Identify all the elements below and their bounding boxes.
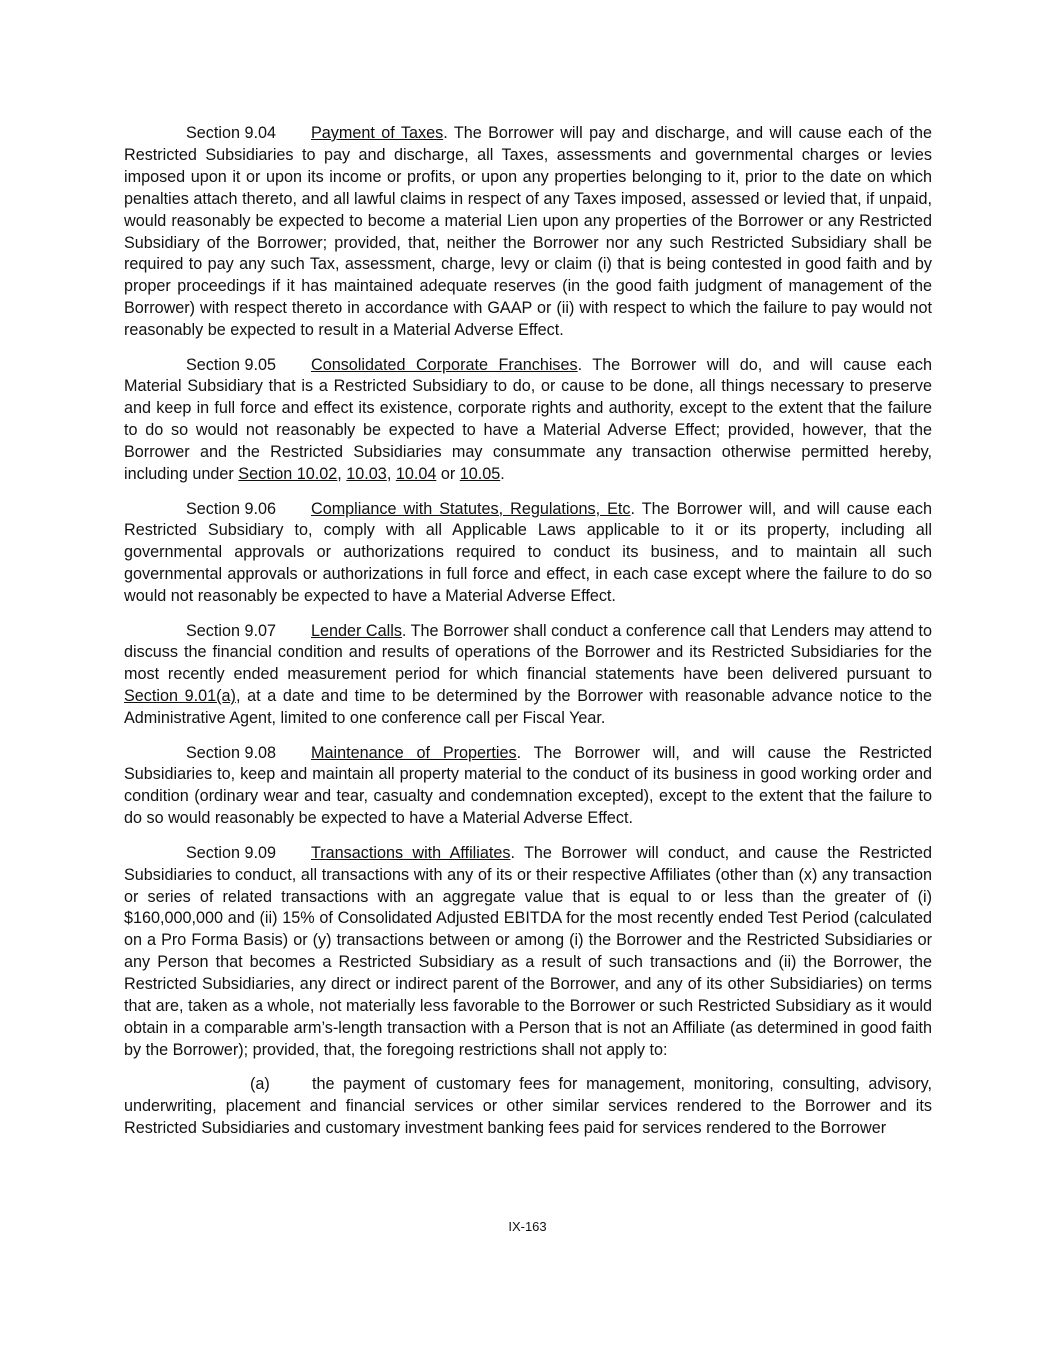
section-heading: Consolidated Corporate Franchises	[311, 355, 578, 374]
cross-reference-link[interactable]: 10.04	[395, 465, 437, 484]
separator: ,	[386, 465, 396, 484]
clause-label: (a)	[250, 1075, 270, 1094]
separator: or	[436, 465, 460, 484]
section-number: Section 9.05	[186, 355, 276, 374]
section-9-04	[124, 123, 932, 342]
section-body: . The Borrower will, and will cause the Restricted Subsidiaries to, keep and maintain all property material to the conduct of its business in good working order and condition (ordinary wear and tear, casualty and condemnation excepted), except to the extent that the failure to do so would reasonably be expected to have a Material Adverse Effect.	[124, 743, 932, 828]
section-body: . The Borrower will, and will cause each Restricted Subsidiary to, comply with all Applicable Laws applicable to it or its property, including all governmental approvals or authorizations required to conduct its business, and to maintain all such governmental approvals or authorizations in full force and effect, in each case except where the failure to do so would not reasonably be expected to have a Material Adverse Effect.	[124, 499, 933, 606]
section-number: Section 9.06	[186, 499, 276, 518]
section-9-06	[124, 499, 932, 609]
cross-reference-link[interactable]: Section 9.01(a)	[124, 687, 236, 706]
clause-a	[124, 1074, 932, 1140]
section-number: Section 9.09	[186, 843, 276, 862]
separator: ,	[337, 465, 347, 484]
section-9-08	[124, 743, 932, 831]
section-heading: Lender Calls	[311, 621, 402, 640]
section-heading: Maintenance of Properties	[311, 743, 517, 762]
document-page	[124, 123, 932, 1140]
section-body: . The Borrower will pay and discharge, and will cause each of the Restricted Subsidiaries to pay and discharge, all Taxes, assessments and governmental charges or levies imposed upon it or upon its income or profits, or upon any properties belonging to it, prior to the date on which penalties attach thereto, and all lawful claims in respect of any Taxes imposed, assessed or levied that, if unpaid, would reasonably be expected to become a material Lien upon any properties of the Borrower or any Restricted Subsidiary of the Borrower; provided, that, neither the Borrower nor any such Restricted Subsidiary shall be required to pay any such Tax, assessment, charge, levy or claim (i) that is being contested in good faith and by proper proceedings if it has maintained adequate reserves (in the good faith judgment of management of the Borrower) with respect thereto in accordance with GAAP or (ii) with respect to which the failure to pay would not reasonably be expected to result in a Material Adverse Effect.	[124, 124, 932, 340]
section-9-05	[124, 355, 932, 486]
section-body: . The Borrower will do, and will cause each Material Subsidiary that is a Restricted Subsidiary to do, or cause to be done, all things necessary to preserve and keep in full force and effect its existence, corporate rights and authority, except to the extent that the failure to do so would not reasonably be expected to have a Material Adverse Effect; provided, however, that the Borrower and the Restricted Subsidiaries may consummate any transaction otherwise permitted hereby, including under	[124, 355, 932, 484]
section-number: Section 9.07	[186, 621, 276, 640]
section-body: . The Borrower shall conduct a conference call that Lenders may attend to discuss the financial condition and results of operations of the Borrower and its Restricted Subsidiaries for the most recently ended measurement period for which financial statements have been delivered pursuant to	[124, 621, 932, 684]
section-heading: Transactions with Affiliates	[311, 843, 511, 862]
section-body-end: , at a date and time to be determined by the Borrower with reasonable advance notice to the Administrative Agent, limited to one conference call per Fiscal Year.	[124, 687, 933, 728]
section-body: . The Borrower will conduct, and cause the Restricted Subsidiaries to conduct, all transactions with any of its or their respective Affiliates (other than (x) any transaction or series of related transactions with an aggregate value that is equal to or less than the greater of (i) $160,000,000 and (ii) 15% of Consolidated Adjusted EBITDA for the most recently ended Test Period (calculated on a Pro Forma Basis) or (y) transactions between or among (i) the Borrower and the Restricted Subsidiaries or any Person that becomes a Restricted Subsidiary as a result of such transactions and (ii) the Borrower, the Restricted Subsidiaries, any direct or indirect parent of the Borrower, and any of its other Subsidiaries) on terms that are, taken as a whole, not materially less favorable to the Borrower or such Restricted Subsidiary as it would obtain in a comparable arm’s-length transaction with a Person that is not an Affiliate (as determined in good faith by the Borrower); provided, that, the foregoing restrictions shall not apply to:	[124, 843, 933, 1059]
section-9-09	[124, 843, 932, 1062]
section-9-07	[124, 621, 932, 731]
section-heading: Payment of Taxes	[311, 124, 444, 142]
section-number: Section 9.04	[186, 124, 276, 142]
clause-text: the payment of customary fees for management, monitoring, consulting, advisory, underwriting, placement and financial services or other similar services rendered to the Borrower and its Restricted Subsidiaries and customary investment banking fees paid for services rendered to the Borrower	[124, 1075, 932, 1138]
cross-reference-link[interactable]: 10.03	[346, 465, 387, 484]
cross-reference-link[interactable]: 10.05	[459, 465, 501, 484]
page-number: IX-163	[508, 1219, 547, 1234]
section-heading: Compliance with Statutes, Regulations, Etc	[311, 499, 631, 518]
section-body-end: .	[500, 465, 505, 484]
section-number: Section 9.08	[186, 743, 276, 762]
cross-reference-link[interactable]: Section 10.02	[238, 465, 338, 484]
